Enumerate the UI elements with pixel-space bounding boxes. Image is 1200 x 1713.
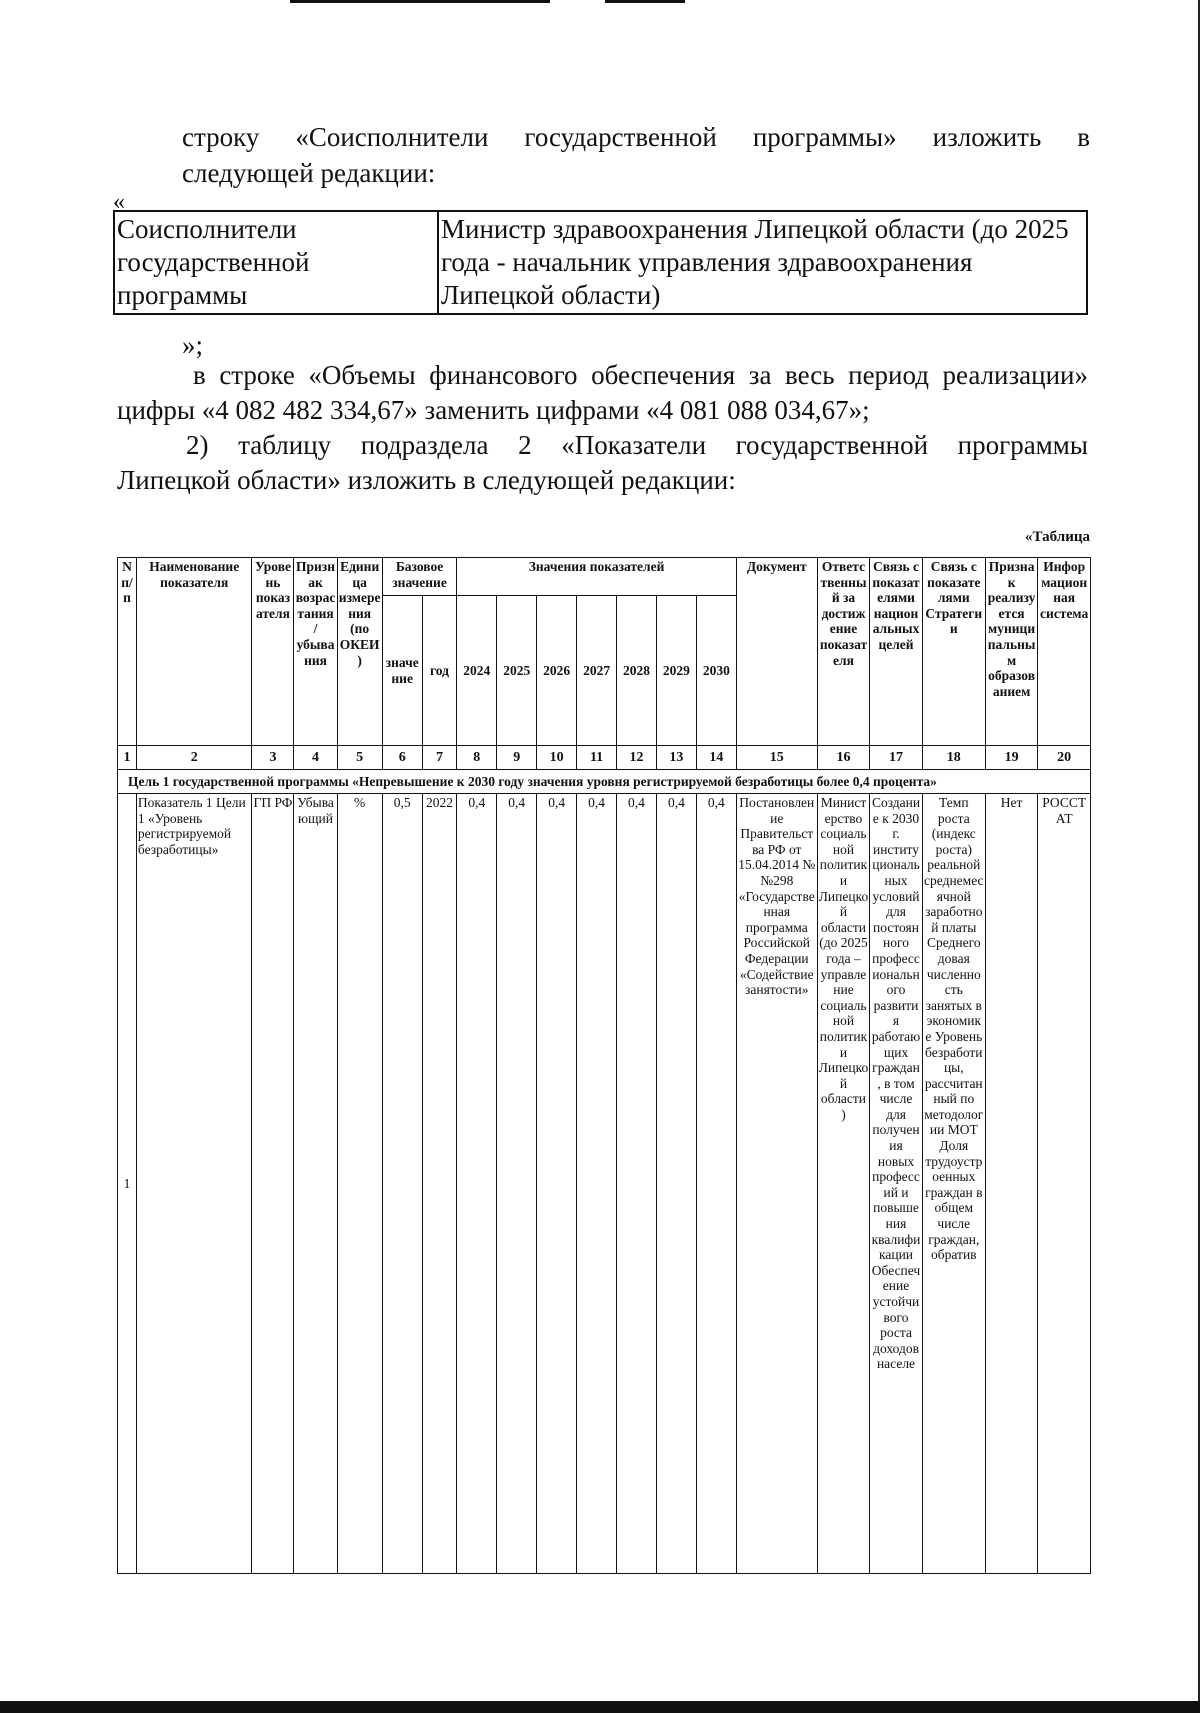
header-strategy: Связь с показателями Стратегии — [922, 558, 985, 746]
scan-artifact-line — [290, 0, 550, 3]
header-year: 2025 — [497, 596, 537, 746]
scan-artifact-line — [605, 0, 685, 3]
header-document: Документ — [736, 558, 817, 746]
column-number: 20 — [1038, 746, 1091, 770]
column-number: 10 — [537, 746, 577, 770]
header-unit: Единица измерения (по ОКЕИ) — [337, 558, 382, 746]
indicators-table — [117, 557, 1091, 1574]
goal-row: Цель 1 государственной программы «Непревышение к 2030 году значения уровня регистрируемой безработицы более 0,4 процента» — [118, 770, 1091, 794]
row-info: РОССТАТ — [1038, 794, 1091, 1574]
header-name: Наименование показателя — [136, 558, 252, 746]
header-values: Значения показателей — [457, 558, 736, 596]
column-number: 12 — [617, 746, 657, 770]
column-number: 17 — [870, 746, 923, 770]
header-base: Базовое значение — [382, 558, 457, 596]
row-value: 0,4 — [497, 794, 537, 1574]
column-number: 16 — [817, 746, 870, 770]
item2-line-2: Липецкой области» изложить в следующей редакции: — [117, 465, 736, 495]
header-responsible: Ответственный за достижение показателя — [817, 558, 870, 746]
column-number: 15 — [736, 746, 817, 770]
row-value: 0,4 — [696, 794, 736, 1574]
intro-line-1: строку «Соисполнители государственной программы» изложить в — [182, 122, 1090, 152]
row-base-value: 0,5 — [382, 794, 422, 1574]
column-number: 1 — [118, 746, 137, 770]
header-base-value: значение — [382, 596, 422, 746]
column-number: 5 — [337, 746, 382, 770]
header-year: 2026 — [537, 596, 577, 746]
header-level: Уровень показателя — [252, 558, 294, 746]
row-name: Показатель 1 Цели 1 «Уровень регистрируемой безработицы» — [136, 794, 252, 1574]
intro-line-2: следующей редакции: — [182, 158, 436, 188]
coexecutors-label: Соисполнители государственной программы — [114, 211, 438, 314]
header-municipal: Признак реализуется муниципальным образованием — [985, 558, 1038, 746]
column-number: 14 — [696, 746, 736, 770]
row-value: 0,4 — [656, 794, 696, 1574]
finance-line-1: в строке «Объемы финансового обеспечения за весь период реализации» — [193, 360, 1088, 390]
row-strategy: Темп роста (индекс роста) реальной среднемесячной заработной платы Среднегодовая численность занятых в экономике Уровень безработицы, рассчитанный по методологии МОТ Доля трудоустроенных граждан в общем числе граждан, обратив — [922, 794, 985, 1574]
column-number: 2 — [136, 746, 252, 770]
column-number: 8 — [457, 746, 497, 770]
coexecutors-table — [113, 210, 1088, 315]
column-number: 6 — [382, 746, 422, 770]
row-trend: Убывающий — [294, 794, 337, 1574]
row-value: 0,4 — [617, 794, 657, 1574]
header-year: 2029 — [656, 596, 696, 746]
row-national: Создание к 2030 г. институциональных условий для постоянного профессионального развития работающих граждан, в том числе для получения новых профессий и повышения квалификации Обеспечение устойчивого роста доходов населе — [870, 794, 923, 1574]
column-number: 9 — [497, 746, 537, 770]
row-value: 0,4 — [577, 794, 617, 1574]
row-value: 0,4 — [457, 794, 497, 1574]
header-year: 2030 — [696, 596, 736, 746]
close-quote: »; — [182, 330, 204, 360]
header-info: Информационная система — [1038, 558, 1091, 746]
coexecutors-value: Министр здравоохранения Липецкой области (до 2025 года - начальник управления здравоохранения Липецкой области) — [438, 211, 1087, 314]
header-year: 2024 — [457, 596, 497, 746]
header-trend: Признак возрастания/ убывания — [294, 558, 337, 746]
row-responsible: Министерство социальной политики Липецкой области (до 2025 года –управление социальной политики Липецкой области) — [817, 794, 870, 1574]
header-base-year: год — [422, 596, 457, 746]
open-quote: « — [113, 189, 125, 215]
header-num: N п/п — [118, 558, 137, 746]
row-level: ГП РФ — [252, 794, 294, 1574]
header-year: 2027 — [577, 596, 617, 746]
row-num: 1 — [118, 794, 137, 1574]
row-base-year: 2022 — [422, 794, 457, 1574]
finance-line-2: цифры «4 082 482 334,67» заменить цифрами «4 081 088 034,67»; — [117, 395, 870, 425]
row-municipal: Нет — [985, 794, 1038, 1574]
row-unit: % — [337, 794, 382, 1574]
column-number: 11 — [577, 746, 617, 770]
column-number: 3 — [252, 746, 294, 770]
column-number: 19 — [985, 746, 1038, 770]
row-document: Постановление Правительства РФ от 15.04.2014 №№298 «Государственная программа Российской Федерации «Содействие занятости» — [736, 794, 817, 1574]
column-number: 18 — [922, 746, 985, 770]
header-national: Связь с показателями национальных целей — [870, 558, 923, 746]
table-label: «Таблица — [1025, 529, 1090, 545]
column-number: 13 — [656, 746, 696, 770]
column-number: 4 — [294, 746, 337, 770]
item2-line-1: 2) таблицу подраздела 2 «Показатели государственной программы — [186, 430, 1088, 460]
header-year: 2028 — [617, 596, 657, 746]
row-value: 0,4 — [537, 794, 577, 1574]
scan-edge-bottom — [0, 1701, 1200, 1713]
column-number: 7 — [422, 746, 457, 770]
